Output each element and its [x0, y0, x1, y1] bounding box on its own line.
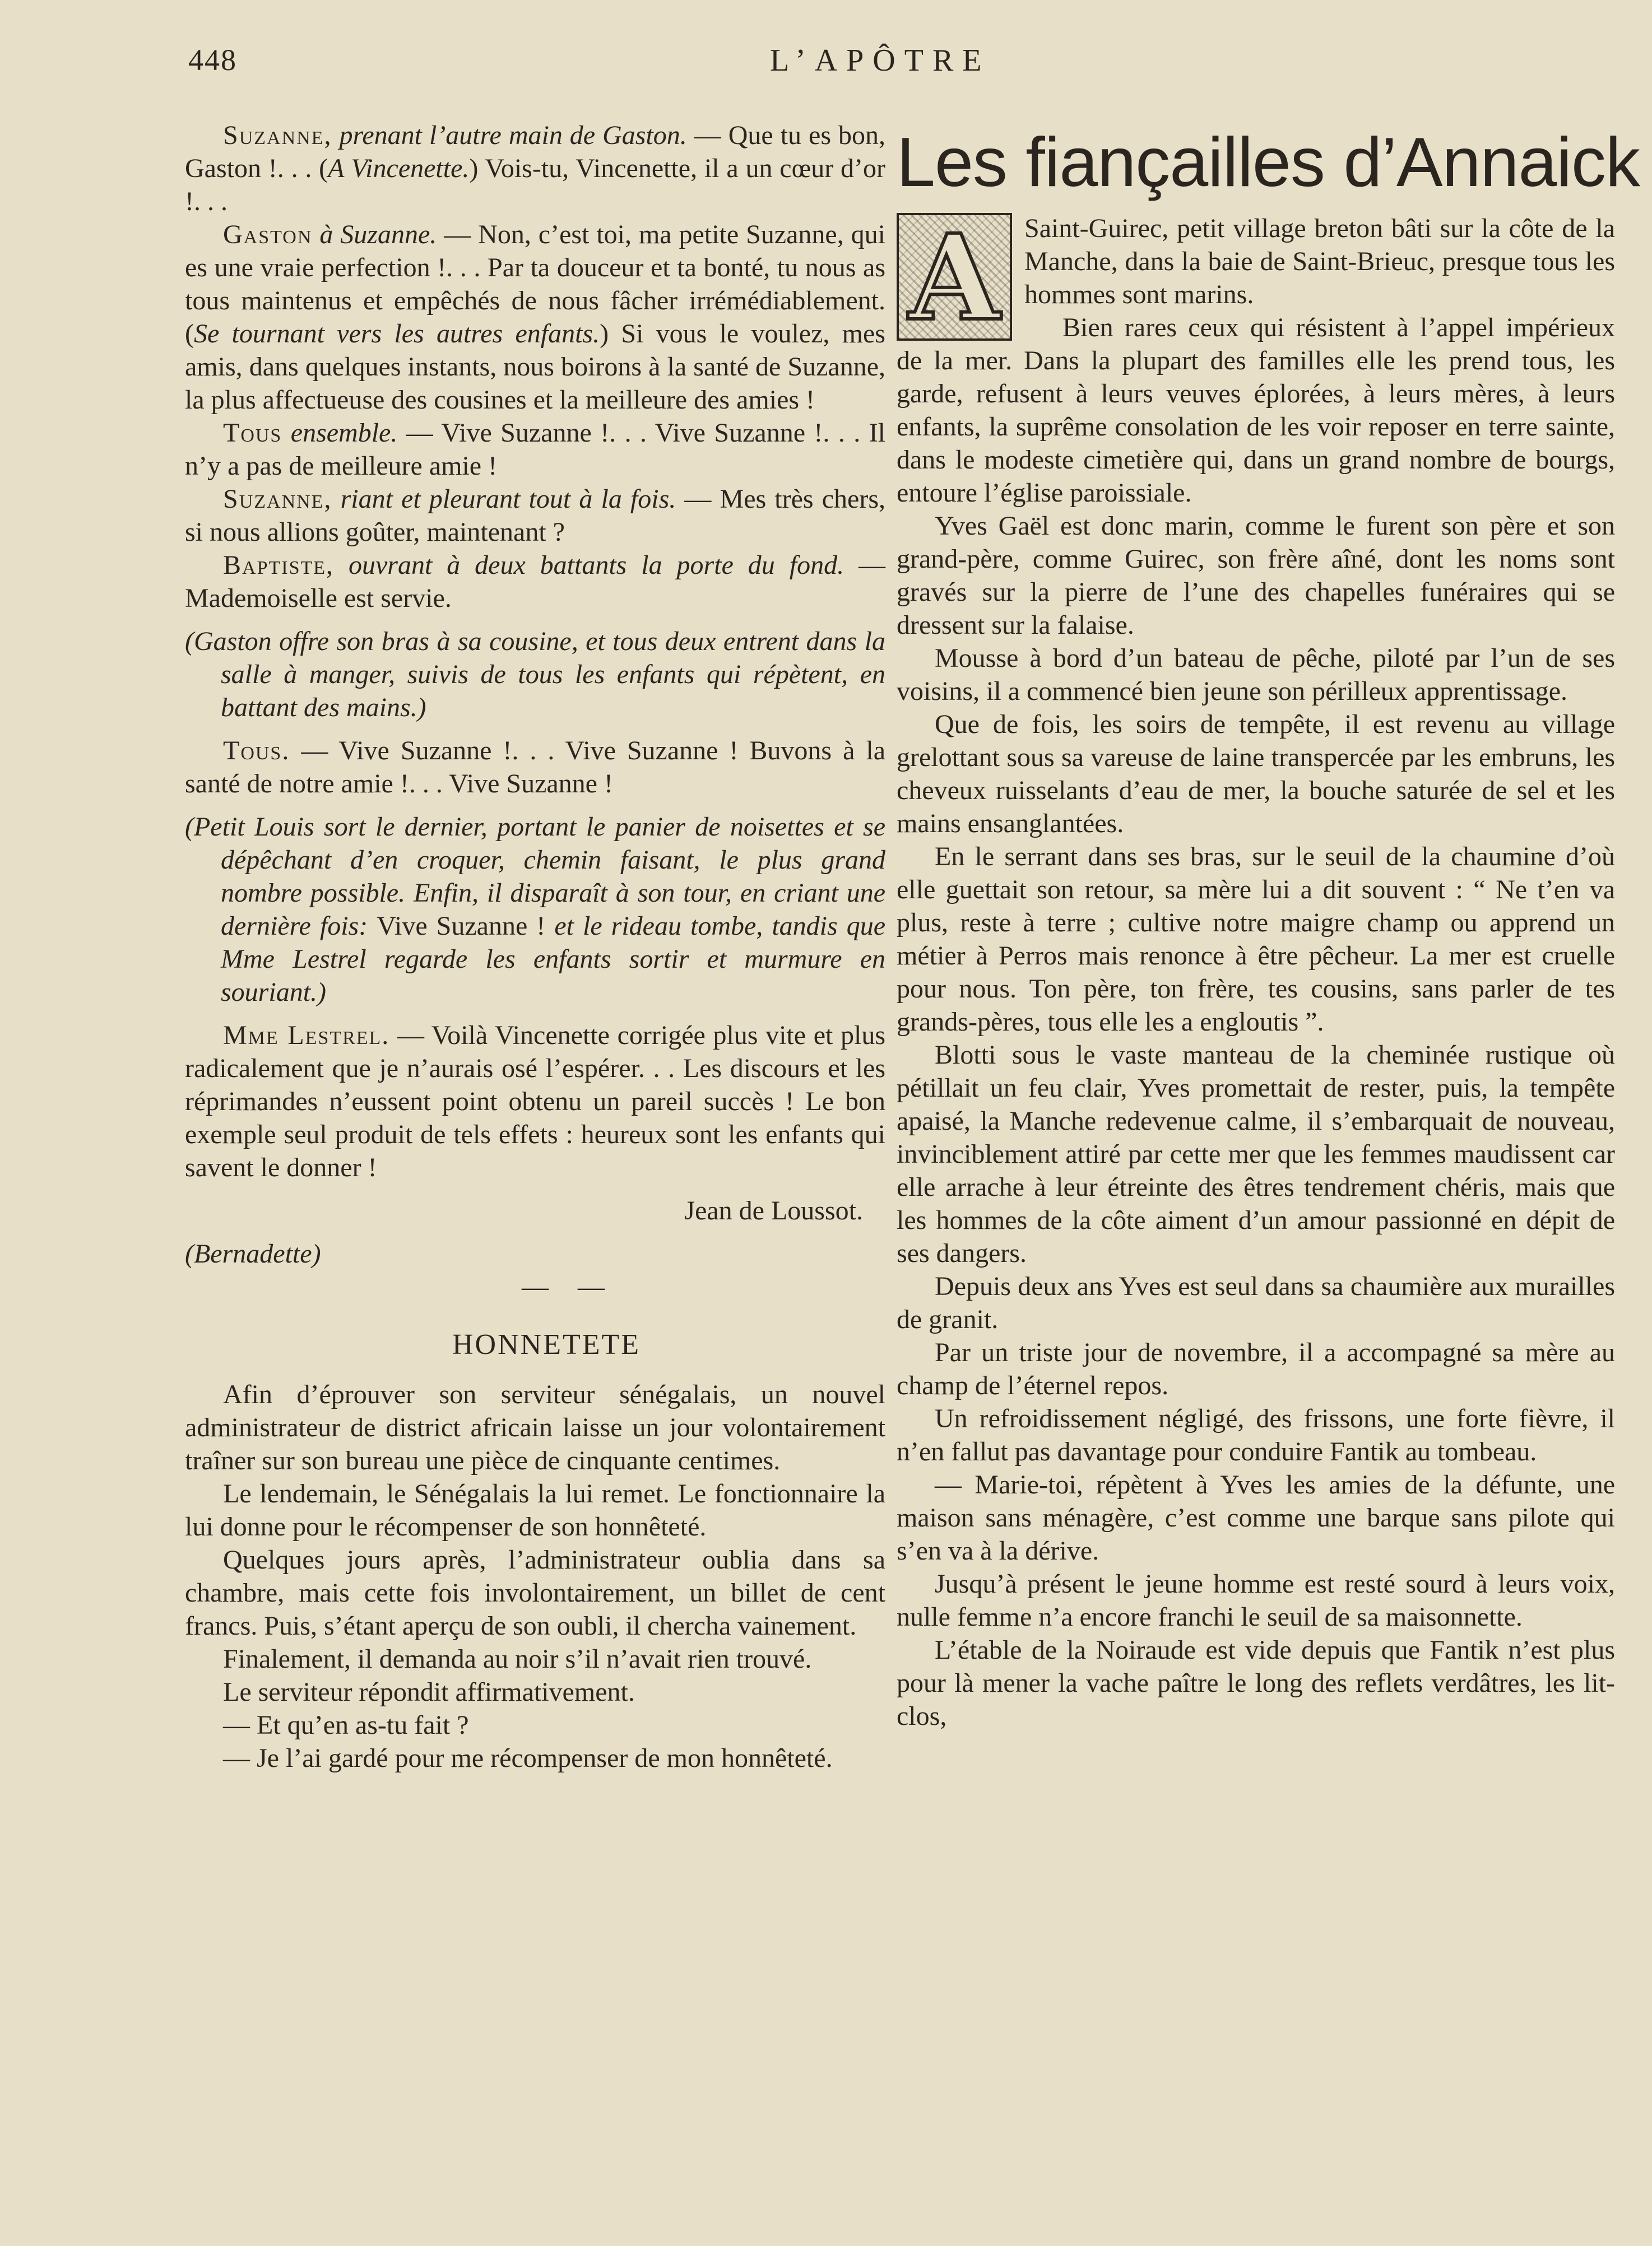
article-paragraph: Blotti sous le vaste manteau de la cheminée rustique où pétillait un feu clair, Yves promettait de rester, puis, la tempête apaisé, la Manche redevenue calme, il s’embarquait de nouveau, invinciblement attiré par cette mer que les femmes maudissent car elle arrache à leur étreinte des êtres tendrement chéris, mais que les hommes de la côte aiment d’un amour passionné en dépit de ses dangers. — [897, 1040, 1615, 1268]
dialogue-mme-lestrel: Mme Lestrel. — Voilà Vincenette corrigée plus vite et plus radicalement que je n’aurais osé l’espérer. . . Les discours et les réprimandes n’eussent point obtenu un pareil succès ! Le bon exemple seul produit de tels effets : heureux sont les enfants qui savent le donner ! — [185, 1020, 886, 1182]
article-title: Les fiançailles d’Annaick — [897, 124, 1640, 201]
article-paragraph: Que de fois, les soirs de tempête, il est revenu au village grelottant sous sa vareuse de laine transpercée par les embruns, les cheveux ruisselants d’eau de mer, la bouche saturée de sel et les mains ensanglantées. — [897, 709, 1615, 838]
honnetete-paragraph: — Et qu’en as-tu fait ? — [223, 1710, 469, 1740]
author-signature: Jean de Loussot. — [684, 1196, 863, 1226]
dialogue-suzanne-1: Suzanne, prenant l’autre main de Gaston. — Que tu es bon, Gaston !. . . (A Vincenette.) Vois-tu, Vincenette, il a un cœur d’or !. . . — [185, 120, 886, 216]
honnetete-heading: HONNETETE — [452, 1329, 641, 1361]
dialogue-suzanne-2: Suzanne, riant et pleurant tout à la fois. — Mes très chers, si nous allions goûter, maintenant ? — [185, 484, 886, 547]
article-paragraph: L’étable de la Noiraude est vide depuis que Fantik n’est plus pour là mener la vache paître le long des reflets verdâtres, les lit-clos, — [897, 1635, 1615, 1731]
dialogue-gaston: Gaston à Suzanne. — Non, c’est toi, ma petite Suzanne, qui es une vraie perfection !. . . Par ta douceur et ta bonté, tu nous as tous maintenus et empêchés de nous fâcher irrémédiablement. (Se tournant vers les autres enfants.) Si vous le voulez, mes amis, dans quelques instants, nous boirons à la santé de Suzanne, la plus affectueuse des cousines et la meilleure des amies ! — [185, 220, 886, 415]
left-column — [185, 119, 885, 1775]
article-paragraph: — Marie-toi, répètent à Yves les amies de la défunte, une maison sans ménagère, c’est comme une barque sans pilote qui s’en va à la dérive. — [897, 1470, 1615, 1566]
stage-direction-2: (Petit Louis sort le dernier, portant le panier de noisettes et se dépêchant d’en croquer, chemin faisant, le plus grand nombre possible. Enfin, il disparaît à son tour, en criant une dernière fois: Vive Suzanne ! et le rideau tombe, tandis que Mme Lestrel regarde les enfants sortir et murmure en souriant.) — [185, 812, 886, 1007]
dialogue-tous-1: Tous ensemble. — Vive Suzanne !. . . Vive Suzanne !. . . Il n’y a pas de meilleure amie ! — [185, 418, 885, 481]
right-column — [897, 123, 1640, 1733]
article-paragraph: Par un triste jour de novembre, il a accompagné sa mère au champ de l’éternel repos. — [897, 1338, 1615, 1400]
honnetete-paragraph: Finalement, il demanda au noir s’il n’avait rien trouvé. — [223, 1644, 812, 1674]
section-rule: — — — [522, 1272, 616, 1302]
honnetete-paragraph: Quelques jours après, l’administrateur oublia dans sa chambre, mais cette fois involontairement, un billet de cent francs. Puis, s’étant aperçu de son oubli, il chercha vainement. — [185, 1545, 885, 1641]
article-paragraph: Yves Gaël est donc marin, comme le furent son père et son grand-père, comme Guirec, son frère aîné, dont les noms sont gravés sur la pierre de l’une des chapelles funéraires qui se dressent sur la falaise. — [897, 511, 1615, 640]
honnetete-paragraph: Le lendemain, le Sénégalais la lui remet. Le fonctionnaire la lui donne pour le récompenser de son honnêteté. — [185, 1479, 885, 1542]
dialogue-tous-2: Tous. — Vive Suzanne !. . . Vive Suzanne ! Buvons à la santé de notre amie !. . . Vive Suzanne ! — [185, 736, 885, 799]
running-title: L’APÔTRE — [770, 43, 991, 78]
article-paragraph: Depuis deux ans Yves est seul dans sa chaumière aux murailles de granit. — [897, 1272, 1615, 1334]
honnetete-paragraph: — Je l’ai gardé pour me récompenser de mon honnêteté. — [223, 1743, 833, 1773]
article-paragraph: Bien rares ceux qui résistent à l’appel impérieux de la mer. Dans la plupart des familles elle les prend tous, les garde, refusent à leurs veuves éplorées, à leurs mères, à leurs enfants, la suprême consolation de les voir reposer en terre sainte, dans le modeste cimetière qui, dans un grand nombre de bourgs, entoure l’église paroissiale. — [897, 313, 1615, 508]
honnetete-paragraph: Afin d’éprouver son serviteur sénégalais, un nouvel administrateur de district africain laisse un jour volontairement traîner sur son bureau une pièce de cinquante centimes. — [185, 1380, 885, 1475]
article-paragraph: Saint-Guirec, petit village breton bâti sur la côte de la Manche, dans la baie de Saint-Brieuc, presque tous les hommes sont marins. — [1024, 214, 1615, 309]
honnetete-paragraph: Le serviteur répondit affirmativement. — [223, 1677, 635, 1707]
article-paragraph: En le serrant dans ses bras, sur le seuil de la chaumine d’où elle guettait son retour, sa mère lui a dit souvent : “ Ne t’en va plus, reste à terre ; cultive notre maigre champ ou apprend un métier à Perros mais renonce à être pêcheur. La mer est cruelle pour nous. Ton père, ton frère, tes cousins, sans parler de tes grands-pères, tous elle les a engloutis ”. — [897, 842, 1615, 1037]
page-number: 448 — [188, 43, 237, 77]
article-paragraph: Mousse à bord d’un bateau de pêche, piloté par l’un de ses voisins, il a commencé bien jeune son périlleux apprentissage. — [897, 643, 1615, 706]
source-credit: (Bernadette) — [185, 1239, 321, 1269]
dialogue-baptiste: Baptiste, ouvrant à deux battants la porte du fond. — Mademoiselle est servie. — [185, 550, 886, 613]
ornamental-dropcap: A — [897, 213, 1012, 341]
stage-direction-1: (Gaston offre son bras à sa cousine, et tous deux entrent dans la salle à manger, suivis de tous les enfants qui répètent, en battant des mains.) — [185, 627, 885, 722]
article-paragraph: Jusqu’à présent le jeune homme est resté sourd à leurs voix, nulle femme n’a encore franchi le seuil de sa maisonnette. — [897, 1569, 1615, 1632]
article-paragraph: Un refroidissement négligé, des frissons, une forte fièvre, il n’en fallut pas davantage pour conduire Fantik au tombeau. — [897, 1404, 1615, 1467]
